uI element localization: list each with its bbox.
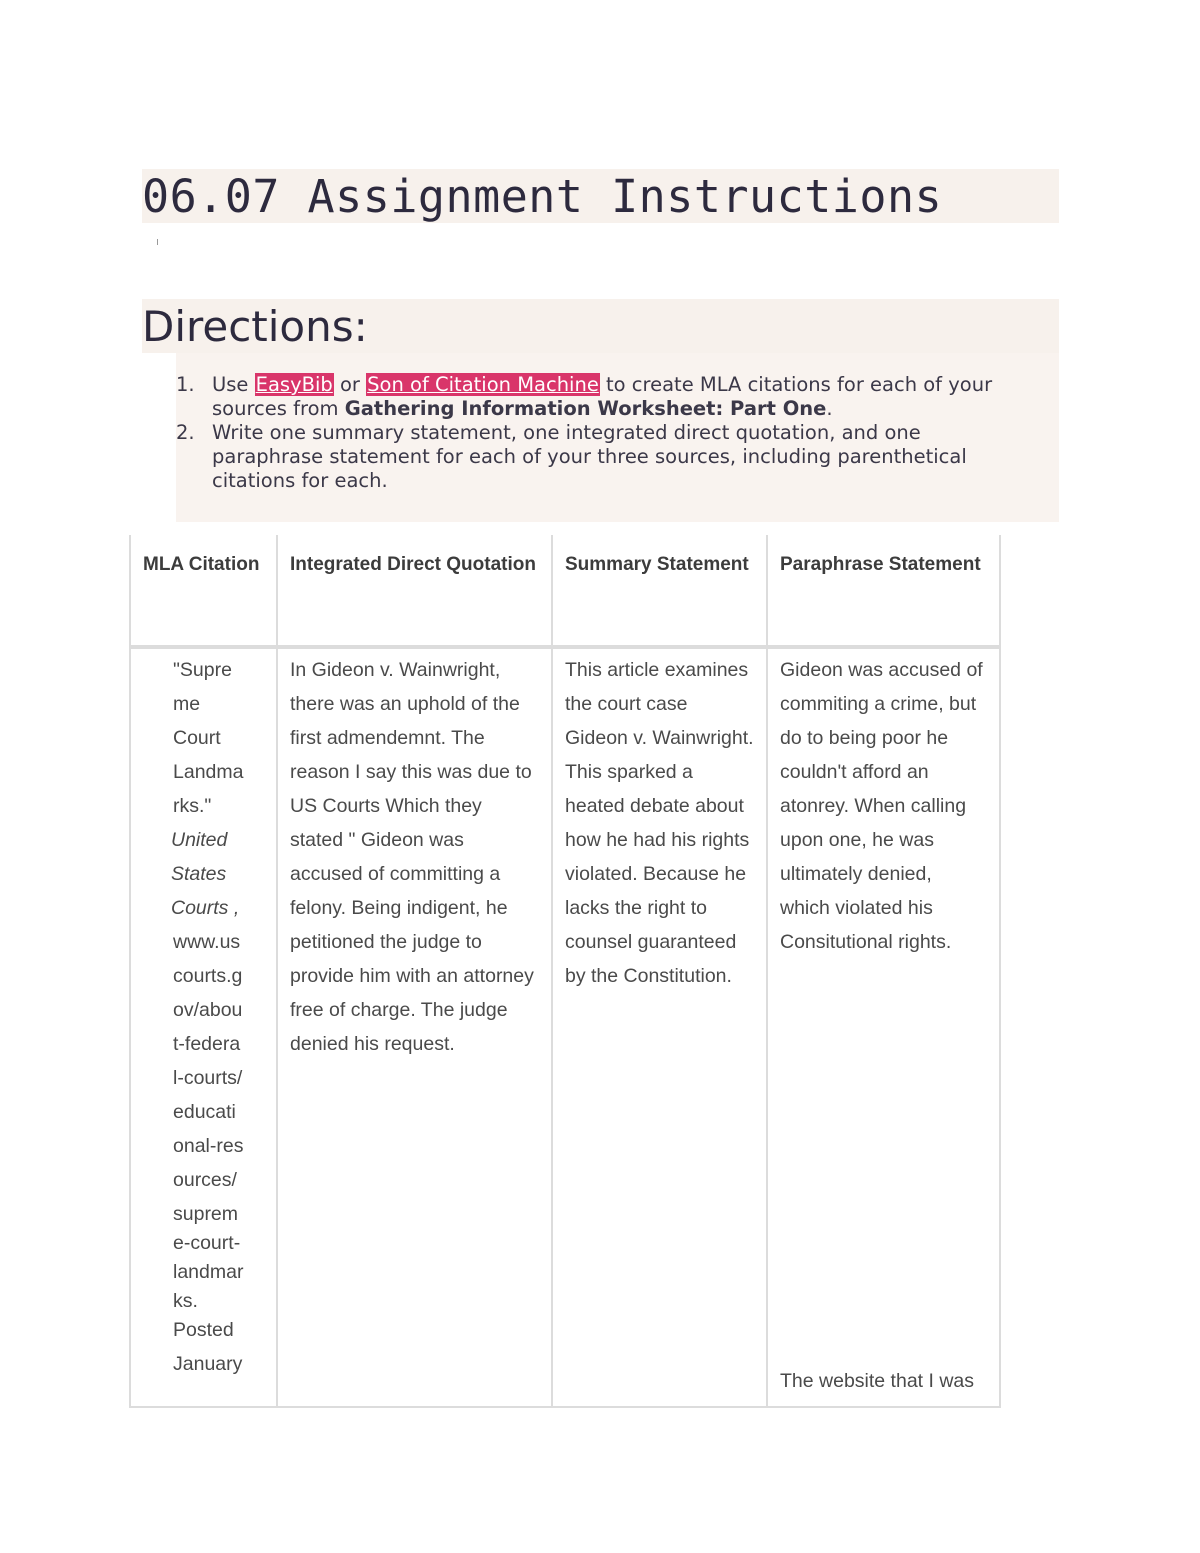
header-summary-statement: Summary Statement	[552, 535, 767, 647]
cell-summary: This article examines the court case Gideon v. Wainwright. This sparked a heated debate about how he had his rights violated. Because he lacks the right to counsel guaranteed by the Constitution.	[552, 647, 767, 1407]
worksheet-name: Gathering Information Worksheet: Part One	[344, 397, 827, 420]
worksheet-table	[129, 535, 1001, 1408]
citation-line: courts.g	[173, 965, 243, 987]
item-text: Write one summary statement, one integrated direct quotation, and one paraphrase statement for each of your three sources, including parenthetical citations for each.	[212, 421, 967, 492]
citation-line: educati	[173, 1101, 236, 1123]
header-paraphrase-statement: Paraphrase Statement	[767, 535, 1000, 647]
citation-line: United	[171, 829, 228, 851]
citation-line: Courts ,	[171, 897, 240, 919]
citation-line: Court	[173, 727, 221, 749]
cell-quotation: In Gideon v. Wainwright, there was an uphold of the first admendemnt. The reason I say this was due to US Courts Which they stated " Gideon was accused of committing a felony. Being indigent, he petitioned the judge to provide him with an attorney free of charge. The judge denied his request.	[277, 647, 552, 1407]
citation-line: Landma	[173, 761, 244, 783]
item-text-after: to create MLA citations for each of your sources from	[212, 373, 993, 420]
cell-mla-citation	[130, 647, 277, 1407]
citation-line: t-federa	[173, 1033, 241, 1055]
citation-line: ources/	[173, 1169, 237, 1191]
son-of-citation-machine-link[interactable]: Son of Citation Machine	[367, 373, 599, 396]
paraphrase-continued-text: The website that I was	[780, 1370, 975, 1392]
citation-line: suprem	[173, 1203, 239, 1225]
citation-line: rks."	[173, 795, 212, 817]
citation-line: me	[173, 693, 201, 715]
page-title: 06.07 Assignment Instructions	[142, 170, 943, 223]
cell-paraphrase	[767, 647, 1000, 1407]
paraphrase-text: Gideon was accused of commiting a crime, but do to being poor he couldn't afford an atonrey. When calling upon one, he was ultimately denied, which violated his Consitutional rights.	[780, 659, 983, 953]
item-text-lead: Use	[212, 373, 255, 396]
directions-list	[176, 373, 1036, 493]
citation-line: onal-res	[173, 1135, 244, 1157]
citation-line: "Supre	[173, 659, 232, 681]
citation-line: www.us	[173, 931, 241, 953]
header-integrated-direct-quotation: Integrated Direct Quotation	[277, 535, 552, 647]
citation-line: e-court-	[173, 1232, 241, 1254]
item-text-between: or	[333, 373, 367, 396]
item-text-end: .	[826, 397, 833, 420]
table-row	[130, 647, 1000, 1407]
table-header-row	[130, 535, 1000, 647]
item-number: 2.	[176, 421, 195, 444]
citation-line: States	[171, 863, 227, 885]
citation-line: January	[173, 1353, 243, 1375]
direction-item-2	[176, 421, 1036, 493]
citation-line: Posted	[173, 1319, 234, 1341]
citation-line: l-courts/	[173, 1067, 243, 1089]
cursor-mark	[157, 239, 158, 245]
direction-item-1	[176, 373, 1036, 421]
easybib-link[interactable]: EasyBib	[255, 373, 333, 396]
directions-heading: Directions:	[142, 302, 368, 351]
citation-line: ov/abou	[173, 999, 243, 1021]
citation-line: ks.	[173, 1290, 198, 1312]
citation-line: landmar	[173, 1261, 244, 1283]
item-number: 1.	[176, 373, 195, 396]
header-mla-citation: MLA Citation	[130, 535, 277, 647]
